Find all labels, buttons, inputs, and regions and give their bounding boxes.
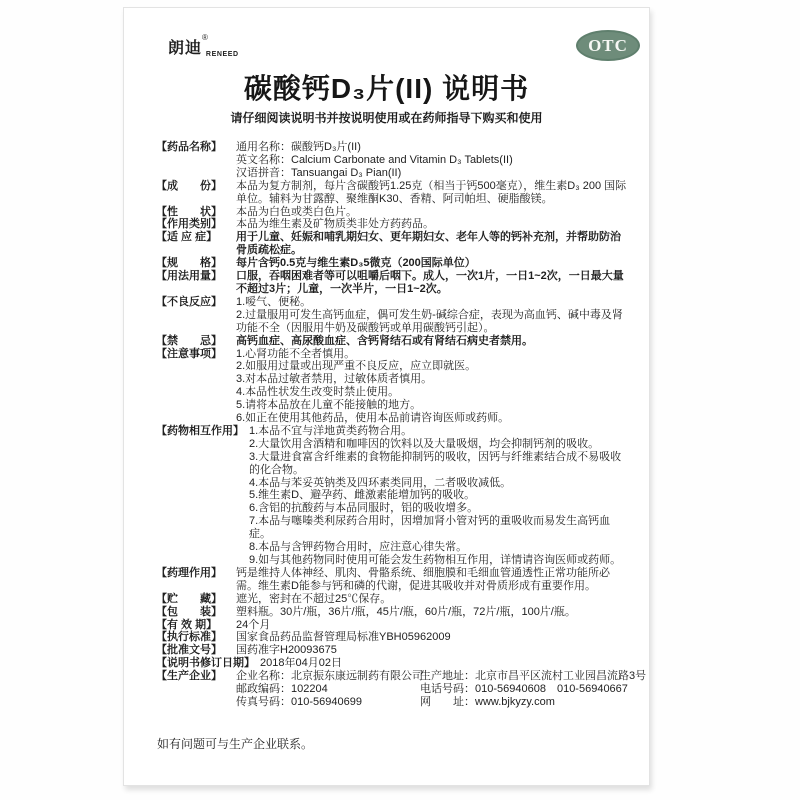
- section-line: 钙是维持人体神经、肌肉、骨骼系统、细胞膜和毛细血管通透性正常功能所必需。维生素D能参与钙和磷的代谢，促进其吸收并对骨质形成有重要作用。: [236, 566, 610, 592]
- manufacturer-field: 网 址：www.bjkyzy.com: [420, 695, 555, 708]
- section-label: 【有 效 期】: [156, 618, 218, 631]
- section-content: [236, 206, 628, 219]
- section-label: 【药理作用】: [156, 566, 222, 579]
- section-label: 【作用类别】: [156, 218, 222, 231]
- section-line: 汉语拼音：Tansuangai D₃ Pian(II): [236, 166, 402, 179]
- section-line: 6.含铝的抗酸药与本品同服时，铝的吸收增多。: [249, 502, 479, 515]
- section-line: 2.过量服用可发生高钙血症，偶可发生奶-碱综合症，表现为高血钙、碱中毒及肾功能不全（因服用牛奶及碳酸钙或单用碳酸钙引起）。: [236, 308, 623, 334]
- section-row: [156, 657, 628, 670]
- section-line: 3.大量进食富含纤维素的食物能抑制钙的吸收，因钙与纤维素结合成不易吸收的化合物。: [249, 450, 622, 476]
- section-label: 【成 份】: [156, 179, 222, 192]
- section-line: 遮光，密封在不超过25℃保存。: [236, 592, 392, 605]
- section-content: [236, 593, 628, 606]
- section-label: 【贮 藏】: [156, 592, 222, 605]
- section-row: [156, 296, 628, 335]
- section-row: [156, 619, 628, 632]
- section-row: [156, 335, 628, 348]
- section-row: [156, 567, 628, 593]
- section-label: 【注意事项】: [156, 347, 222, 360]
- manufacturer-field: 生产地址：北京市昌平区流村工业园昌流路3号: [420, 670, 647, 683]
- section-row: [156, 593, 628, 606]
- section-line: 英文名称：Calcium Carbonate and Vitamin D₃ Tablets(II): [236, 153, 513, 166]
- section-content: [236, 257, 628, 270]
- section-line: 1.嗳气、便秘。: [236, 295, 312, 308]
- section-line: 7.本品与噻嗪类利尿药合用时，因增加肾小管对钙的重吸收而易发生高钙血症。: [249, 515, 611, 541]
- section-content: [236, 270, 628, 296]
- section-label: 【药品名称】: [156, 141, 222, 153]
- section-row: [156, 141, 628, 180]
- section-line: 2.大量饮用含酒精和咖啡因的饮料以及大量吸烟，均会抑制钙剂的吸收。: [249, 437, 600, 450]
- section-row: [156, 606, 628, 619]
- section-label: 【性 状】: [156, 205, 222, 218]
- section-content: [236, 296, 628, 335]
- section-row: [156, 231, 628, 257]
- otc-badge: OTC: [576, 30, 640, 61]
- section-line: 9.如与其他药物同时使用可能会发生药物相互作用，详情请咨询医师或药师。: [249, 554, 622, 566]
- section-line: 5.维生素D、避孕药、雌激素能增加钙的吸收。: [249, 489, 476, 502]
- manufacturer-row: [236, 683, 628, 696]
- leaflet-page: [123, 7, 650, 786]
- footer-note: 如有问题可与生产企业联系。: [157, 737, 314, 751]
- page-subtitle: 请仔细阅读说明书并按说明使用或在药师指导下购买和使用: [230, 111, 543, 125]
- brand-name-cn: 朗迪: [168, 40, 203, 57]
- section-label: 【执行标准】: [156, 631, 222, 644]
- section-line: 6.如正在使用其他药品，使用本品前请咨询医师或药师。: [236, 412, 510, 425]
- section-content: [236, 335, 628, 348]
- section-content: [236, 670, 647, 709]
- manufacturer-field: 企业名称：北京振东康远制药有限公司: [236, 670, 423, 683]
- section-row: [156, 180, 628, 206]
- section-content: [236, 631, 628, 644]
- page-title: 碳酸钙D₃片(II) 说明书: [243, 73, 530, 104]
- section-row: [156, 631, 628, 644]
- brand-name-en: RENEED: [205, 51, 239, 58]
- section-label: 【批准文号】: [156, 644, 222, 657]
- section-line: 8.本品与含钾药物合用时，应注意心律失常。: [249, 541, 468, 554]
- section-label: 【药物相互作用】: [156, 424, 244, 437]
- section-row: [156, 348, 628, 425]
- section-line: 本品为白色或类白色片。: [236, 205, 357, 218]
- section-line: 塑料瓶。30片/瓶，36片/瓶，45片/瓶，60片/瓶，72片/瓶，100片/瓶。: [236, 605, 576, 618]
- section-line: 高钙血症、高尿酸血症、含钙肾结石或有肾结石病史者禁用。: [236, 334, 533, 347]
- section-content: [260, 657, 628, 670]
- section-row: [156, 206, 628, 219]
- section-label: 【说明书修订日期】: [156, 657, 255, 670]
- section-row: [156, 644, 628, 657]
- section-line: 1.本品不宜与洋地黄类药物合用。: [249, 424, 413, 437]
- section-row: [156, 270, 628, 296]
- manufacturer-row: [236, 696, 628, 709]
- manufacturer-field: 传真号码：010-56940699: [236, 695, 362, 708]
- section-label: 【禁 忌】: [156, 334, 222, 347]
- section-line: 每片含钙0.5克与维生素D₃5微克（200国际单位）: [236, 257, 476, 270]
- section-line: 通用名称：碳酸钙D₃片(II): [236, 141, 361, 153]
- section-content: [236, 231, 628, 257]
- section-line: 4.本品与苯妥英钠类及四环素类同用，二者吸收减低。: [249, 476, 512, 489]
- section-content: [236, 348, 628, 425]
- section-content: [236, 567, 628, 593]
- section-line: 4.本品性状发生改变时禁止使用。: [236, 386, 400, 399]
- section-label: 【用法用量】: [156, 270, 222, 283]
- section-row: [156, 425, 628, 567]
- section-content: [236, 644, 628, 657]
- section-content: [236, 619, 628, 632]
- section-line: 24个月: [236, 618, 271, 631]
- section-row: [156, 218, 628, 231]
- section-line: 5.请将本品放在儿童不能接触的地方。: [236, 399, 422, 412]
- section-content: [236, 218, 628, 231]
- section-content: [249, 425, 628, 567]
- section-content: [236, 606, 628, 619]
- section-label: 【生产企业】: [156, 670, 222, 683]
- section-line: 本品为复方制剂，每片含碳酸钙1.25克（相当于钙500毫克），维生素D₃ 200 国际单位。辅料为甘露醇、聚维酮K30、香精、阿司帕坦、硬脂酸镁。: [236, 179, 627, 205]
- manufacturer-field: 邮政编码：102204: [236, 683, 328, 696]
- manufacturer-row: [236, 670, 647, 683]
- section-line: 1.心肾功能不全者慎用。: [236, 347, 356, 360]
- section-line: 2.如服用过量或出现严重不良反应，应立即就医。: [236, 360, 477, 373]
- brand-logo: [168, 35, 241, 58]
- section-label: 【不良反应】: [156, 295, 222, 308]
- section-line: 本品为维生素及矿物质类非处方药药品。: [236, 218, 434, 231]
- section-label: 【规 格】: [156, 257, 222, 270]
- section-line: 2018年04月02日: [260, 657, 342, 670]
- section-line: 3.对本品过敏者禁用，过敏体质者慎用。: [236, 373, 433, 386]
- section-line: 用于儿童、妊娠和哺乳期妇女、更年期妇女、老年人等的钙补充剂，并帮助防治骨质疏松症。: [236, 231, 621, 257]
- section-content: [236, 180, 628, 206]
- section-row: [156, 670, 647, 709]
- section-row: [156, 257, 628, 270]
- section-line: 国药准字H20093675: [236, 644, 337, 657]
- registered-trademark-icon: ®: [202, 33, 208, 42]
- section-content: [236, 141, 628, 180]
- section-line: 国家食品药品监督管理局标准YBH05962009: [236, 631, 451, 644]
- section-label: 【适 应 症】: [156, 231, 218, 244]
- manufacturer-field: 电话号码：010-56940608 010-56940667: [420, 683, 628, 696]
- section-line: 口服，吞咽困难者等可以咀嚼后咽下。成人，一次1片，一日1~2次，一日最大量不超过3片；儿童，一次半片，一日1~2次。: [236, 270, 624, 295]
- sections-list: [156, 141, 647, 709]
- section-label: 【包 装】: [156, 605, 222, 618]
